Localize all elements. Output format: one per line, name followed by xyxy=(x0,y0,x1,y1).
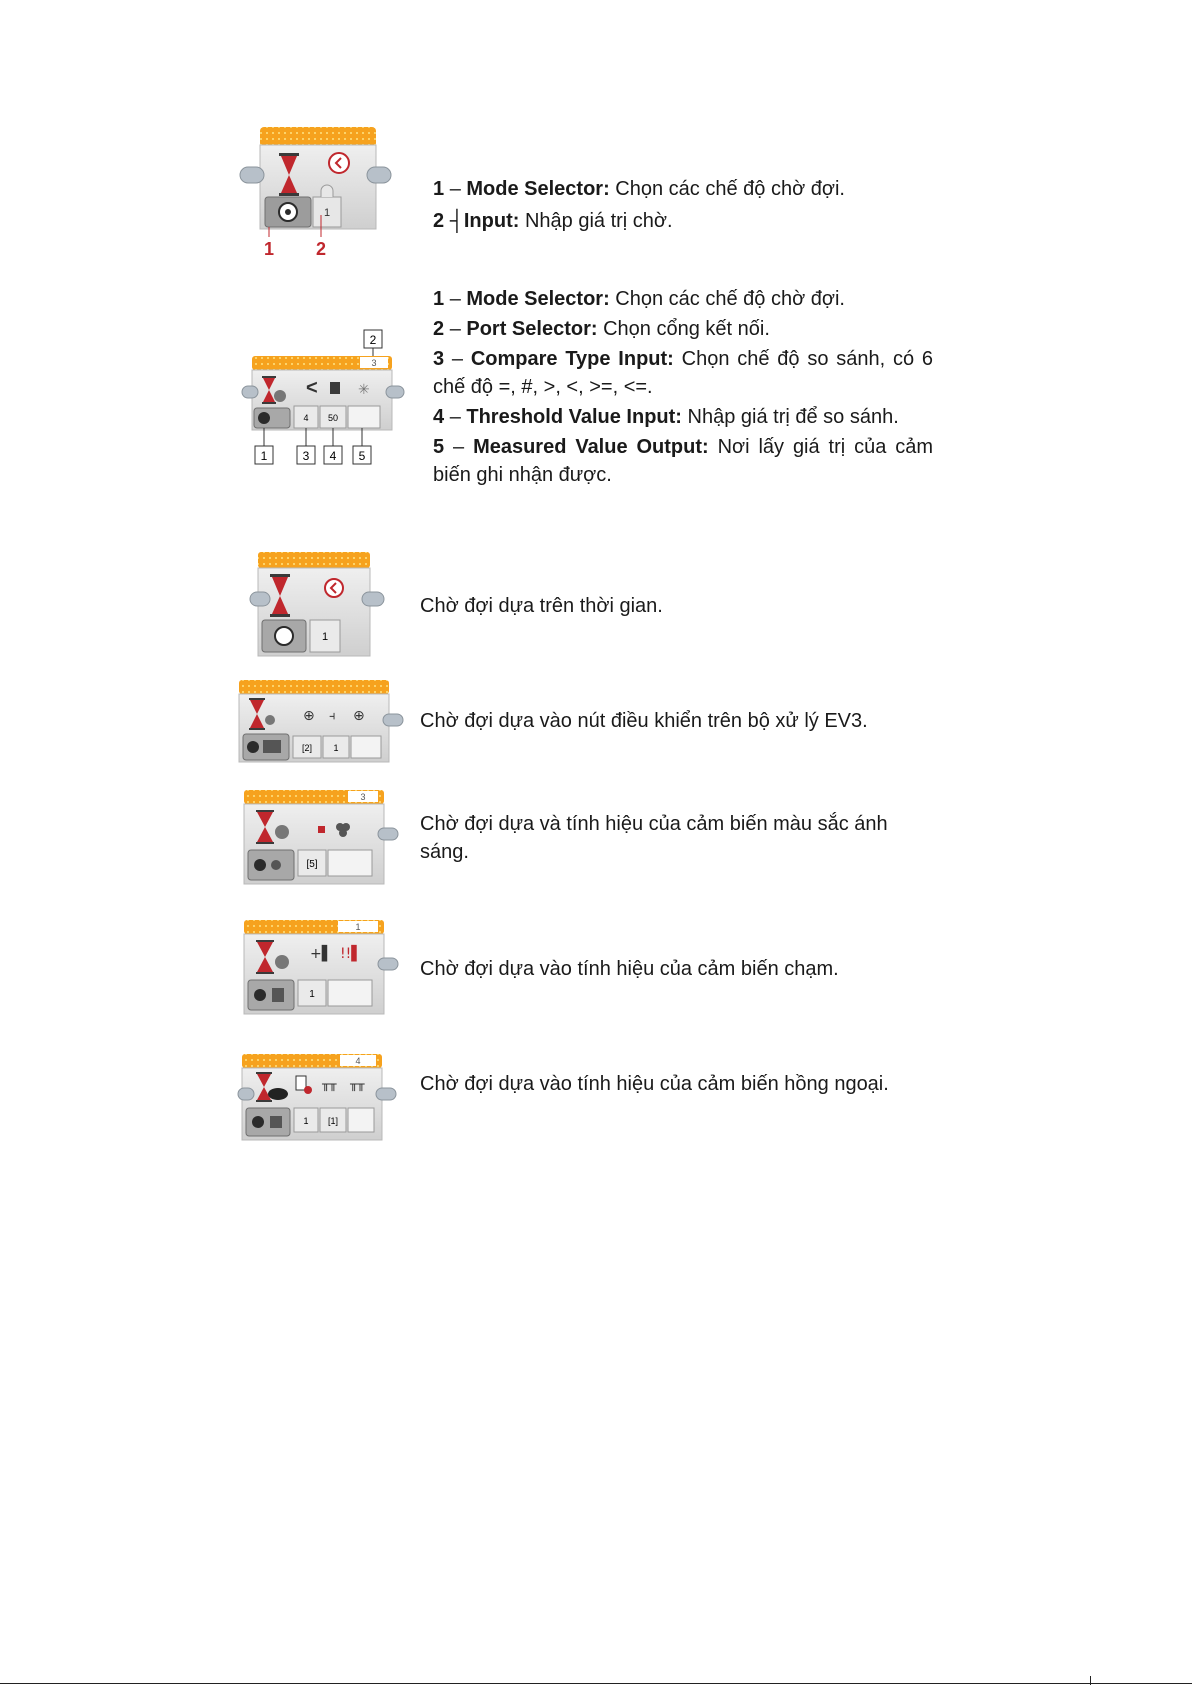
callout-2: 2 xyxy=(315,239,327,259)
svg-text:[1][interactable]: [1] xyxy=(327,1116,339,1126)
caption-brick-buttons: Chờ đợi dựa vào nút điều khiển trên bộ xử lý EV3. xyxy=(420,710,868,732)
svg-text:4: 4 xyxy=(329,449,337,463)
wait-block-buttons-figure xyxy=(235,678,405,768)
measured-output[interactable] xyxy=(348,406,380,428)
svg-text:⊕: ⊕ xyxy=(303,708,315,724)
svg-text:╥╥: ╥╥ xyxy=(350,1077,365,1091)
item-port-selector: 2 – Port Selector: Chọn cổng kết nối. xyxy=(433,318,770,340)
svg-text:2: 2 xyxy=(369,333,377,347)
callout-1: 1 xyxy=(263,239,275,259)
svg-text:[2][interactable]: [2] xyxy=(301,743,313,753)
svg-text:1: 1 xyxy=(260,449,268,463)
port-selector[interactable]: 3 xyxy=(360,792,366,802)
footer-rule xyxy=(0,1683,1192,1684)
brick-buttons-icon xyxy=(263,740,281,753)
light-icon: ✳ xyxy=(358,381,370,397)
svg-text:╥╥: ╥╥ xyxy=(322,1077,337,1091)
caption-color-sensor: Chờ đợi dựa và tính hiệu của cảm biến màu sắc ánh sáng. xyxy=(420,813,888,863)
wait-block-time-figure xyxy=(250,550,390,660)
svg-text:⊕: ⊕ xyxy=(353,708,365,724)
input-value[interactable]: 1 xyxy=(321,631,329,643)
item-compare-type: 3 – Compare Type Input: Chọn chế độ so sánh, có 6 chế độ =, #, >, <, >=, <=. xyxy=(433,348,933,398)
svg-text:3: 3 xyxy=(302,449,310,463)
infrared-sensor-icon xyxy=(270,1116,282,1128)
svg-text:1[interactable]: 1 xyxy=(309,989,315,1000)
compare-icon: < xyxy=(306,377,318,399)
caption-infrared-sensor: Chờ đợi dựa vào tính hiệu của cảm biến hồng ngoại. xyxy=(420,1073,889,1095)
timer-icon xyxy=(329,153,349,173)
svg-text:⫞: ⫞ xyxy=(329,709,336,724)
port-selector[interactable]: 1 xyxy=(355,922,361,932)
item-mode-selector: 1 – Mode Selector: Chọn các chế độ chờ đợi. xyxy=(433,178,845,200)
svg-text:+▌: +▌ xyxy=(310,946,333,962)
svg-text:!!▌: !!▌ xyxy=(340,946,362,962)
svg-text:5: 5 xyxy=(358,449,366,463)
item-input: 2 ┤Input: Nhập giá trị chờ. xyxy=(433,210,673,232)
threshold-input[interactable]: 50 xyxy=(327,413,339,423)
touch-sensor-icon xyxy=(272,988,284,1002)
input-value[interactable]: 1 xyxy=(323,207,331,219)
caption-touch-sensor: Chờ đợi dựa vào tính hiệu của cảm biến chạm. xyxy=(420,958,839,980)
block-2-description xyxy=(433,285,933,489)
svg-text:1[interactable]: 1 xyxy=(303,1116,309,1126)
wait-block-color-figure xyxy=(240,788,400,888)
item-threshold: 4 – Threshold Value Input: Nhập giá trị để so sánh. xyxy=(433,406,899,428)
port-selector[interactable]: 3 xyxy=(371,358,377,368)
timer-icon xyxy=(325,579,343,597)
svg-text:1[interactable]: 1 xyxy=(333,743,339,753)
color-sensor-icon xyxy=(271,860,281,870)
item-mode-selector: 1 – Mode Selector: Chọn các chế độ chờ đợi. xyxy=(433,288,845,310)
port-selector[interactable]: 4 xyxy=(355,1056,361,1066)
compare-type-input[interactable]: 4 xyxy=(303,413,309,423)
svg-text:[5][interactable]: [5] xyxy=(306,859,318,870)
wait-block-infrared-figure xyxy=(238,1052,398,1144)
page-corner-mark xyxy=(1090,1676,1091,1685)
block-1-description xyxy=(433,175,933,235)
wait-block-figure-1 xyxy=(235,125,395,285)
sensor-icon xyxy=(330,382,340,394)
wait-block-figure-2 xyxy=(242,326,412,476)
item-measured-output: 5 – Measured Value Output: Nơi lấy giá trị của cảm biến ghi nhận được. xyxy=(433,436,934,486)
caption-time: Chờ đợi dựa trên thời gian. xyxy=(420,595,663,617)
wait-block-touch-figure xyxy=(240,918,400,1018)
color-square-icon xyxy=(318,826,325,833)
